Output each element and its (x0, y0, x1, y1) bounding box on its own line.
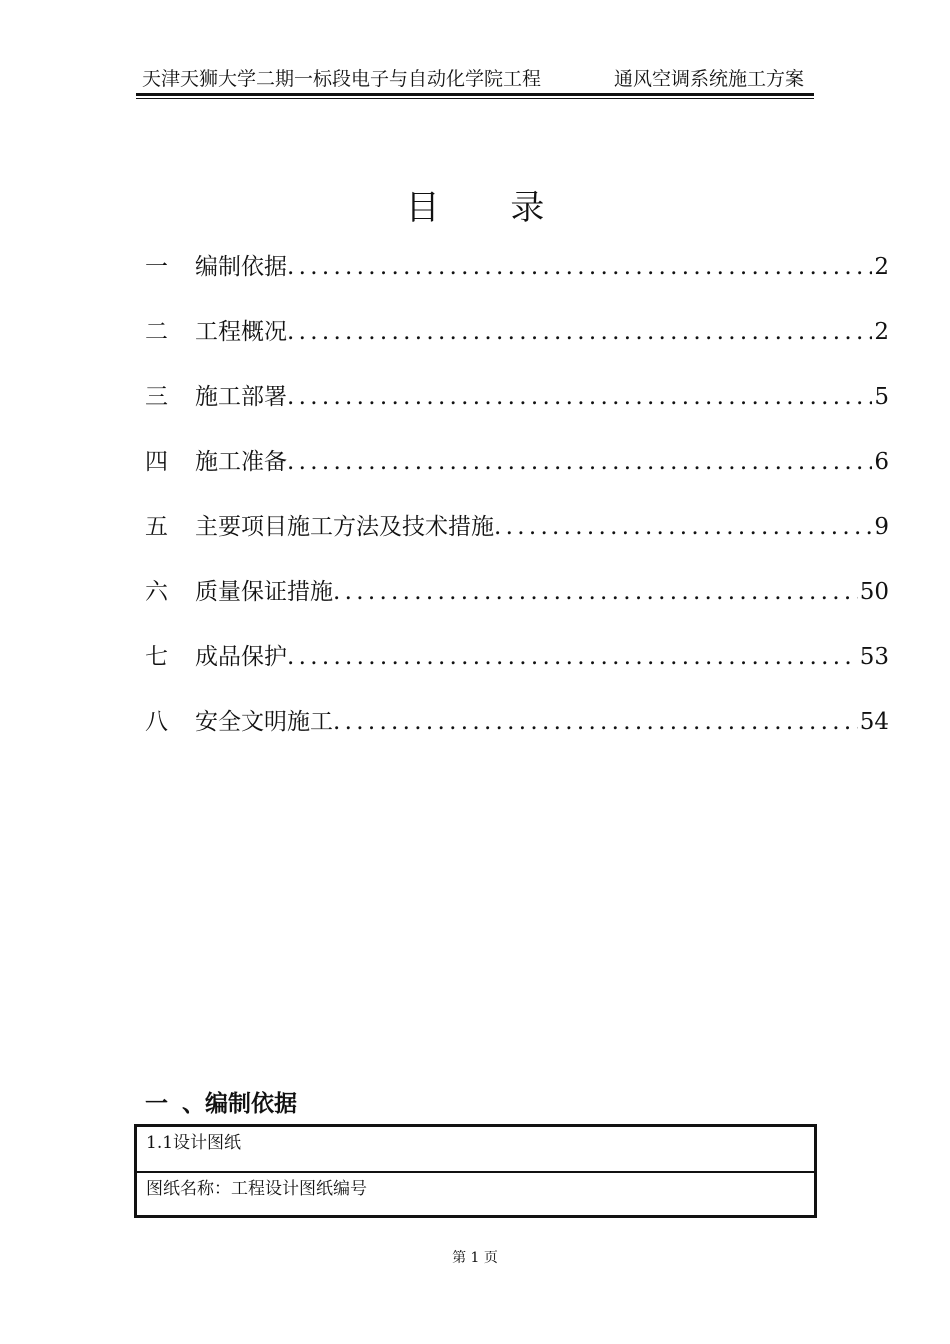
toc-entry-page: 54 (859, 709, 889, 735)
toc-leader-dots (287, 640, 858, 674)
section-title: 、编制依据 (182, 1091, 297, 1117)
toc-entry[interactable] (145, 640, 889, 705)
header-rule-thin (136, 98, 814, 99)
toc-entry-number: 一 (145, 254, 168, 280)
toc-entry-number: 七 (145, 644, 168, 670)
toc-leader-dots (333, 575, 858, 609)
toc-entry-page: 53 (859, 644, 889, 670)
section-heading (145, 1085, 297, 1118)
header-rule-thick (136, 93, 814, 96)
toc-entry[interactable] (145, 250, 889, 315)
toc-leader-dots (287, 445, 872, 479)
toc-entry-page: 9 (874, 514, 889, 540)
page-number-footer: 第 1 页 (452, 1250, 498, 1266)
toc-entry-page: 50 (859, 579, 889, 605)
table-row-heading: 1.1设计图纸 (146, 1133, 242, 1153)
toc-entry-title: 施工准备 (195, 449, 287, 475)
toc-entry-title: 成品保护 (195, 644, 287, 670)
toc-entry[interactable] (145, 315, 889, 380)
table-of-contents (145, 250, 889, 770)
toc-entry-page: 2 (874, 319, 889, 345)
toc-entry-number: 三 (145, 384, 168, 410)
toc-entry-title: 安全文明施工 (195, 709, 333, 735)
toc-entry-page: 5 (874, 384, 889, 410)
toc-entry-title: 施工部署 (195, 384, 287, 410)
page-header (136, 66, 814, 92)
toc-entry-number: 四 (145, 449, 168, 475)
toc-leader-dots (287, 315, 872, 349)
section-number: 一 (145, 1091, 168, 1117)
toc-entry-number: 八 (145, 709, 168, 735)
toc-entry[interactable] (145, 445, 889, 510)
toc-entry-number: 二 (145, 319, 168, 345)
toc-entry-number: 五 (145, 514, 168, 540)
toc-leader-dots (494, 510, 872, 544)
toc-leader-dots (287, 250, 872, 284)
toc-entry-title: 质量保证措施 (195, 579, 333, 605)
header-document-name: 通风空调系统施工方案 (613, 68, 804, 90)
toc-entry-number: 六 (145, 579, 168, 605)
toc-entry-title: 主要项目施工方法及技术措施 (195, 514, 494, 540)
toc-entry[interactable] (145, 510, 889, 575)
toc-entry-title: 工程概况 (195, 319, 287, 345)
toc-leader-dots (287, 380, 872, 414)
toc-title: 目 录 (405, 188, 575, 228)
toc-leader-dots (333, 705, 858, 739)
design-drawings-table (134, 1124, 817, 1218)
header-project-name: 天津天狮大学二期一标段电子与自动化学院工程 (142, 68, 542, 90)
toc-entry[interactable] (145, 380, 889, 445)
toc-entry[interactable] (145, 705, 889, 770)
toc-entry-page: 2 (874, 254, 889, 280)
table-row-drawing-name: 图纸名称：工程设计图纸编号 (137, 1171, 814, 1215)
toc-entry-title: 编制依据 (195, 254, 287, 280)
toc-entry[interactable] (145, 575, 889, 640)
toc-entry-page: 6 (874, 449, 889, 475)
